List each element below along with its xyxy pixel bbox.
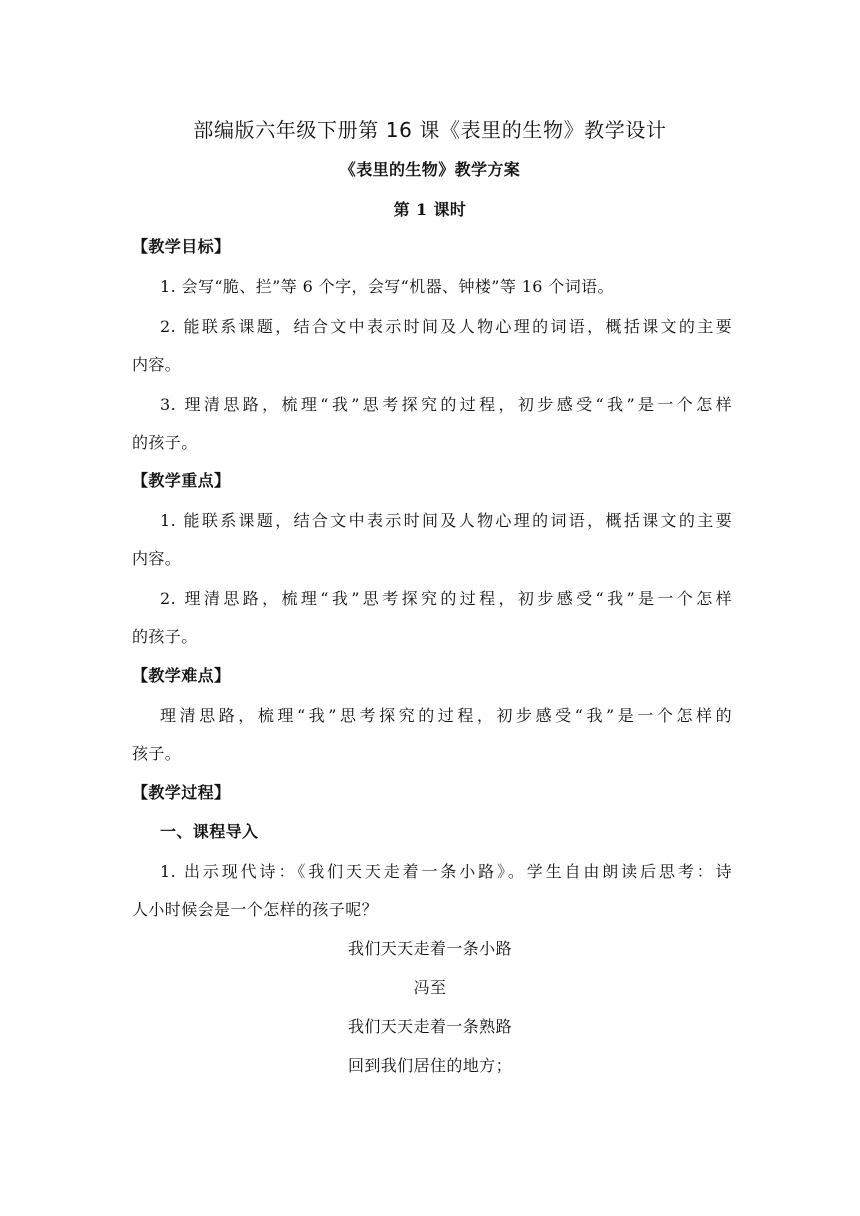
objectives-item-3-line-1: 3. 理清思路，梳理“我”思考探究的过程，初步感受“我”是一个怎样	[160, 395, 732, 414]
key-points-item-2-line-1: 2. 理清思路，梳理“我”思考探究的过程，初步感受“我”是一个怎样	[160, 589, 732, 608]
process-step-1: 一、课程导入	[160, 822, 259, 841]
poem-author: 冯至	[413, 978, 447, 997]
objectives-item-2-line-2: 内容。	[132, 355, 182, 374]
document-title: 部编版六年级下册第 16 课《表里的生物》教学设计	[193, 118, 667, 142]
process-item-1-line-1: 1. 出示现代诗：《我们天天走着一条小路》。学生自由朗读后思考：诗	[160, 862, 732, 881]
process-item-1-line-2: 人小时候会是一个怎样的孩子呢？	[132, 900, 379, 919]
key-points-item-1-line-1: 1. 能联系课题，结合文中表示时间及人物心理的词语，概括课文的主要	[160, 511, 732, 530]
objectives-heading: 【教学目标】	[132, 237, 231, 256]
key-points-item-1-line-2: 内容。	[132, 549, 182, 568]
difficulties-line-1: 理清思路，梳理“我”思考探究的过程，初步感受“我”是一个怎样的	[160, 706, 732, 725]
key-points-heading: 【教学重点】	[132, 471, 231, 490]
poem-line-2: 回到我们居住的地方；	[347, 1056, 512, 1075]
key-points-item-2-line-2: 的孩子。	[132, 627, 198, 646]
objectives-item-2-line-1: 2. 能联系课题，结合文中表示时间及人物心理的词语，概括课文的主要	[160, 317, 732, 336]
document-subtitle: 《表里的生物》教学方案	[339, 160, 521, 179]
poem-line-1: 我们天天走着一条熟路	[347, 1017, 512, 1036]
lesson-label: 第 1 课时	[393, 200, 467, 219]
difficulties-line-2: 孩子。	[132, 744, 182, 763]
objectives-item-1: 1. 会写“脆、拦”等 6 个字，会写“机器、钟楼”等 16 个词语。	[160, 277, 614, 296]
objectives-item-3-line-2: 的孩子。	[132, 433, 198, 452]
process-heading: 【教学过程】	[132, 783, 231, 802]
difficulties-heading: 【教学难点】	[132, 666, 231, 685]
poem-title: 我们天天走着一条小路	[347, 939, 512, 958]
